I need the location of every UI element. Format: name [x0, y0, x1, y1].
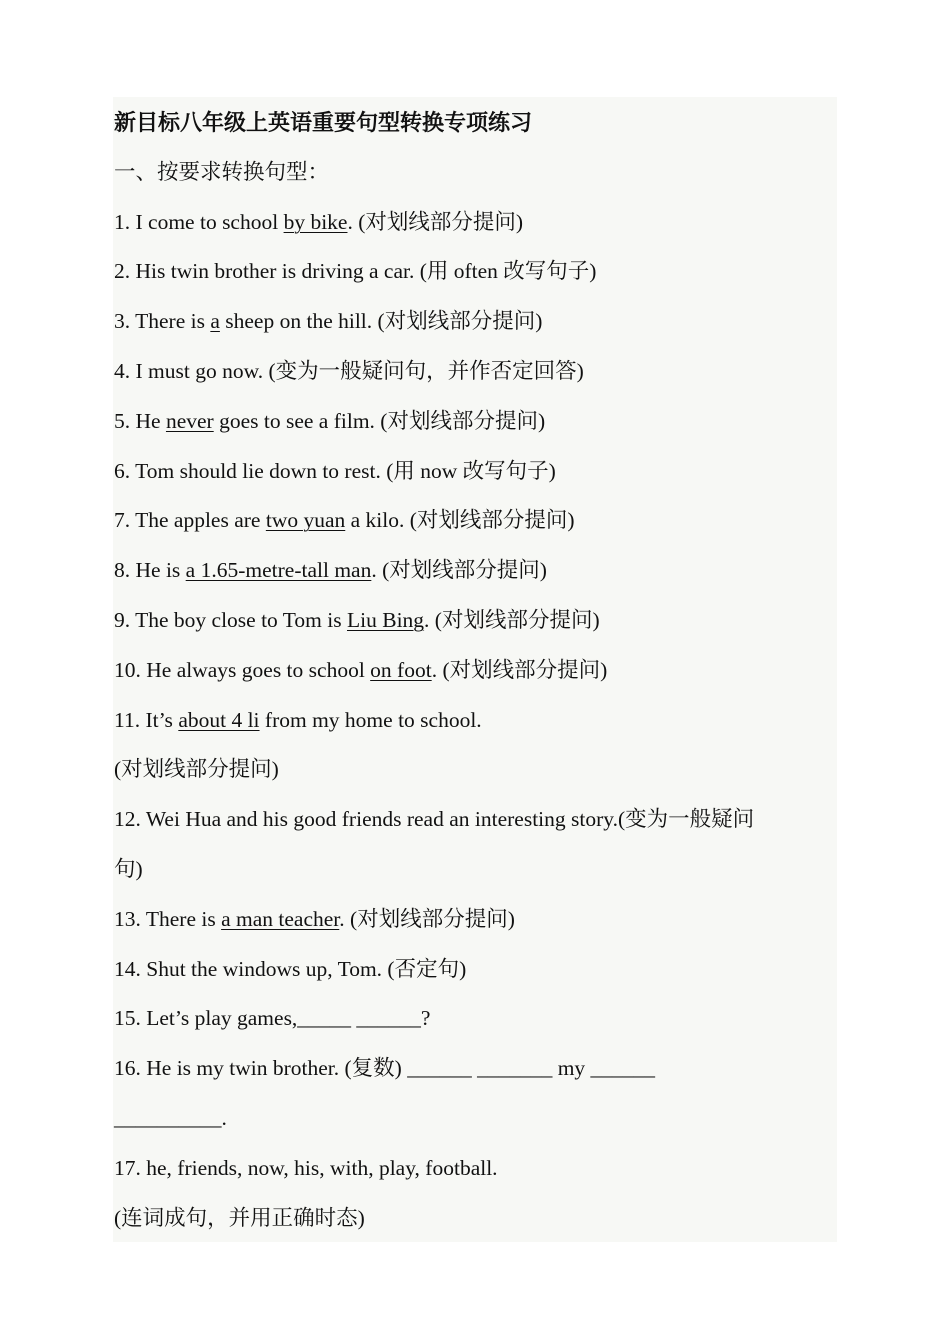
exercise-line: [114, 1094, 836, 1144]
exercise-line: [114, 297, 836, 347]
exercise-line: [114, 347, 836, 397]
exercise-text: 3. There is: [114, 309, 211, 334]
exercise-text: 6. Tom should lie down to rest. (用 now 改写句子): [114, 458, 556, 483]
exercise-text: 句): [114, 856, 143, 881]
exercise-line: [114, 994, 836, 1044]
exercise-line: [114, 895, 836, 945]
exercise-text: . (对划线部分提问): [424, 607, 600, 632]
underlined-phrase: never: [165, 408, 214, 433]
exercise-text: 15. Let’s play games,_____ ______?: [114, 1006, 431, 1031]
exercise-line: [114, 447, 836, 497]
exercise-text: __________.: [114, 1105, 227, 1130]
exercise-text: 17. he, friends, now, his, with, play, football.: [114, 1155, 498, 1180]
underlined-phrase: by bike: [283, 209, 348, 234]
exercise-line: [114, 1194, 836, 1244]
exercise-text: . (对划线部分提问): [431, 657, 608, 682]
exercise-text: sheep on the hill. (对划线部分提问): [219, 309, 543, 334]
exercise-text: . (对划线部分提问): [347, 209, 524, 234]
exercise-line: [114, 745, 836, 795]
exercise-line: [114, 795, 836, 845]
exercise-text: 14. Shut the windows up, Tom. (否定句): [114, 956, 467, 981]
exercise-text: (连词成句，并用正确时态): [114, 1205, 365, 1230]
exercise-text: 1. I come to school: [114, 209, 284, 234]
exercise-text: goes to see a film. (对划线部分提问): [213, 408, 546, 433]
exercise-text: . (对划线部分提问): [339, 906, 515, 931]
underlined-phrase: Liu Bing: [347, 607, 425, 632]
exercise-line: [114, 596, 836, 646]
exercise-text: 9. The boy close to Tom is: [114, 607, 347, 632]
exercise-text: from my home to school.: [259, 707, 482, 732]
document-title: 新目标八年级上英语重要句型转换专项练习: [114, 110, 533, 135]
exercise-text: 16. He is my twin brother. (复数) ______ _______ my ______: [114, 1056, 656, 1081]
exercise-line: [114, 546, 836, 596]
exercise-line: [114, 845, 836, 895]
exercise-text: a kilo. (对划线部分提问): [345, 508, 575, 533]
exercise-text: 13. There is: [114, 906, 222, 931]
exercise-text: 7. The apples are: [114, 508, 266, 533]
exercise-line: [114, 1144, 836, 1194]
underlined-phrase: a man teacher: [221, 906, 340, 931]
exercise-text: 12. Wei Hua and his good friends read an interesting story.(变为一般疑问: [114, 807, 755, 832]
exercise-line: [114, 696, 836, 746]
underlined-phrase: two yuan: [265, 508, 346, 533]
underlined-phrase: a: [210, 309, 220, 334]
exercise-text: . (对划线部分提问): [371, 558, 547, 583]
exercise-text: (对划线部分提问): [114, 757, 279, 782]
exercise-text: 4. I must go now. (变为一般疑问句，并作否定回答): [114, 358, 584, 383]
exercise-line: [114, 397, 836, 447]
underlined-phrase: on foot: [370, 657, 432, 682]
exercise-line: [114, 945, 836, 995]
exercise-list: [114, 198, 836, 1244]
exercise-text: 8. He is: [114, 558, 186, 583]
exercise-text: 2. His twin brother is driving a car. (用 often 改写句子): [114, 259, 597, 284]
underlined-phrase: a 1.65-metre-tall man: [185, 558, 372, 583]
exercise-line: [114, 198, 836, 248]
exercise-text: 10. He always goes to school: [114, 657, 371, 682]
exercise-line: [114, 247, 836, 297]
exercise-line: [114, 496, 836, 546]
underlined-phrase: about 4 li: [178, 707, 260, 732]
exercise-text: 11. It’s: [114, 707, 179, 732]
exercise-line: [114, 1044, 836, 1094]
document-content: [114, 98, 836, 1243]
exercise-line: [114, 646, 836, 696]
exercise-text: 5. He: [114, 408, 166, 433]
section-heading: 一、按要求转换句型：: [114, 159, 330, 184]
